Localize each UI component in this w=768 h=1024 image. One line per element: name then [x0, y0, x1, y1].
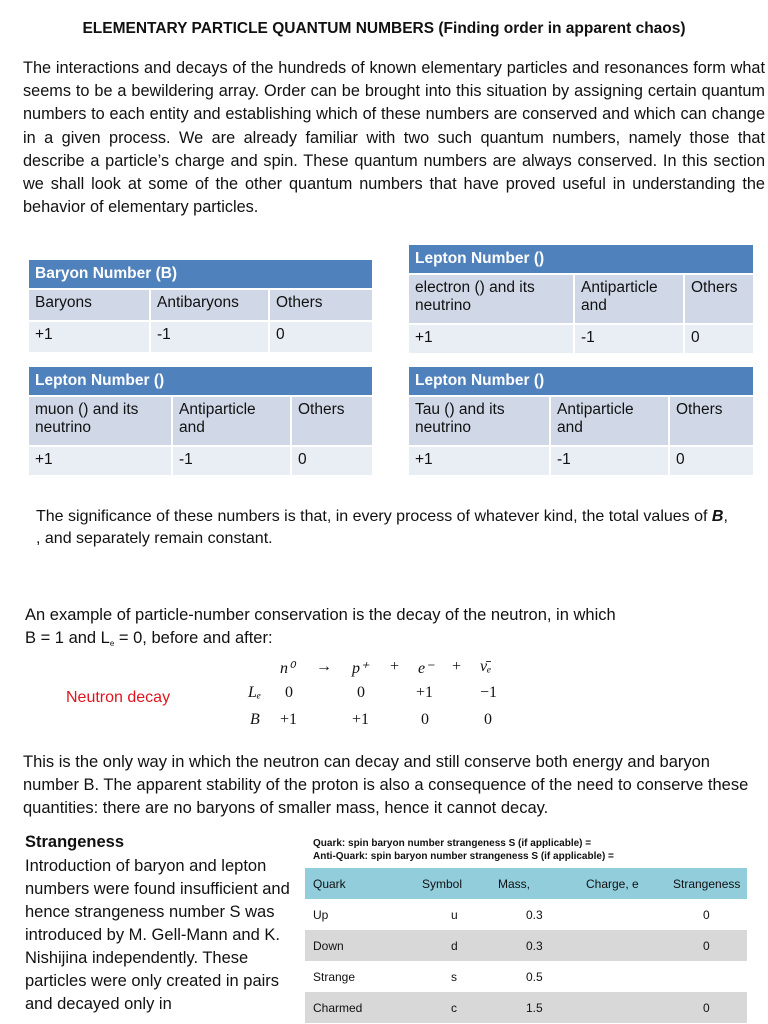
- significance-text: The significance of these numbers is that, in every process of whatever kind, the total values of: [36, 508, 712, 525]
- table-col-header: Tau () and its neutrino: [409, 397, 549, 445]
- quark-note: Quark: spin baryon number strangeness S (if applicable) =: [313, 838, 592, 849]
- quark-cell: c: [451, 1001, 457, 1015]
- decay-value: +1: [416, 684, 434, 701]
- arrow-symbol: →: [316, 658, 332, 675]
- quark-cell: 0.3: [526, 908, 543, 922]
- decay-value: 0: [484, 711, 492, 728]
- decay-value: +1: [280, 711, 298, 728]
- quark-row: [305, 961, 747, 992]
- strangeness-heading: Strangeness: [25, 833, 125, 851]
- example-line: B = 1 and L: [25, 629, 110, 647]
- plus-symbol: +: [452, 658, 462, 675]
- particle-electron: e⁻: [418, 660, 434, 677]
- particle-antineutrino: ν̄ₑ: [480, 658, 492, 675]
- quark-row: [305, 930, 747, 961]
- decay-value: 0: [357, 684, 365, 701]
- example-subscript: e: [109, 639, 115, 648]
- quark-cell: Up: [313, 908, 329, 922]
- example-line-end: = 0, before and after:: [114, 629, 273, 647]
- quark-col-header: Strangeness: [673, 877, 741, 891]
- lepton-tau-table: [407, 365, 755, 477]
- strangeness-paragraph: Introduction of baryon and lepton numbers were found insufficient and hence strangeness number S was introduced by M. Gell-Mann and K. Nishijina independently. These particles were only created in pairs and decayed only in: [25, 857, 290, 1013]
- table-cell: +1: [29, 447, 171, 475]
- table-col-header: Others: [292, 397, 372, 445]
- significance-paragraph: [36, 506, 736, 550]
- lepton-electron-table: [407, 243, 755, 355]
- page-title: ELEMENTARY PARTICLE QUANTUM NUMBERS (Finding order in apparent chaos): [82, 20, 686, 37]
- quark-row: [305, 899, 747, 930]
- table-header: Lepton Number (): [409, 367, 753, 395]
- quark-cell: 0.3: [526, 939, 543, 953]
- table-cell: +1: [409, 447, 549, 475]
- table-col-header: Antibaryons: [151, 290, 268, 320]
- table-cell: 0: [292, 447, 372, 475]
- quark-cell: u: [451, 908, 458, 922]
- table-cell: -1: [575, 325, 683, 353]
- particle-neutron: n⁰: [280, 660, 295, 677]
- row-label-le: Lₑ: [248, 684, 262, 701]
- quark-cell: Strange: [313, 970, 356, 984]
- example-paragraph: [25, 604, 745, 655]
- table-cell: -1: [173, 447, 290, 475]
- lepton-muon-table: [27, 365, 374, 477]
- quark-table: [305, 868, 747, 1023]
- table-header: Baryon Number (B): [29, 260, 372, 288]
- intro-paragraph: The interactions and decays of the hundreds of known elementary particles and resonances form what seems to be a bewildering array. Order can be brought into this situation by assigning certain quantum numbers to each entity and establishing which of these numbers are conserved and which can change in a given process. We are already familiar with two such quantum numbers, namely those that describe a particle’s charge and spin. These quantum numbers are always conserved. In this section we shall look at some of the other quantum numbers that have proved useful in understanding the behavior of elementary particles.: [23, 59, 765, 217]
- example-line: An example of particle-number conservation is the decay of the neutron, in which: [25, 606, 616, 624]
- table-col-header: Antiparticle and: [575, 275, 683, 323]
- table-cell: 0: [670, 447, 753, 475]
- quark-col-header: Charge, e: [586, 877, 639, 891]
- row-label-b: B: [250, 711, 260, 728]
- quark-cell: Down: [313, 939, 344, 953]
- table-col-header: Baryons: [29, 290, 149, 320]
- table-col-header: muon () and its neutrino: [29, 397, 171, 445]
- table-header: Lepton Number (): [409, 245, 753, 273]
- table-col-header: Antiparticle and: [173, 397, 290, 445]
- table-col-header: Others: [670, 397, 753, 445]
- quark-cell: d: [451, 939, 458, 953]
- table-col-header: Others: [270, 290, 372, 320]
- quark-col-header: Mass,: [498, 877, 531, 891]
- neutron-decay-label: Neutron decay: [66, 689, 171, 706]
- significance-text-end: , , and separately remain constant.: [36, 508, 728, 547]
- table-col-header: electron () and its neutrino: [409, 275, 573, 323]
- quark-col-header: Quark: [313, 877, 346, 891]
- table-cell: -1: [551, 447, 668, 475]
- baryon-number-table: [27, 258, 374, 354]
- decay-value: 0: [421, 711, 429, 728]
- quark-col-header: Symbol: [422, 877, 463, 891]
- decay-value: −1: [480, 684, 498, 701]
- table-cell: 0: [270, 322, 372, 352]
- table-col-header: Others: [685, 275, 753, 323]
- anti-quark-note: Anti-Quark: spin baryon number strangeness S (if applicable) =: [313, 851, 614, 862]
- quark-cell: 0: [703, 1001, 710, 1015]
- decay-value: 0: [285, 684, 293, 701]
- significance-bold-b: B: [711, 508, 724, 525]
- table-header: Lepton Number (): [29, 367, 372, 395]
- quark-cell: 0: [703, 908, 710, 922]
- quark-cell: s: [451, 970, 457, 984]
- particle-proton: p⁺: [352, 660, 369, 677]
- table-col-header: Antiparticle and: [551, 397, 668, 445]
- table-cell: 0: [685, 325, 753, 353]
- quark-row: [305, 992, 747, 1023]
- plus-symbol: +: [390, 658, 400, 675]
- quark-cell: 0: [703, 939, 710, 953]
- quark-table-header: [305, 868, 747, 899]
- quark-cell: 1.5: [526, 1001, 543, 1015]
- quark-cell: 0.5: [526, 970, 543, 984]
- table-cell: -1: [151, 322, 268, 352]
- decay-value: +1: [352, 711, 370, 728]
- table-cell: +1: [29, 322, 149, 352]
- quark-cell: Charmed: [313, 1001, 363, 1015]
- table-cell: +1: [409, 325, 573, 353]
- only-way-paragraph: This is the only way in which the neutron can decay and still conserve both energy and baryon number B. The apparent stability of the proton is also a consequence of the need to conserve these quantities: there are no baryons of smaller mass, hence it cannot decay.: [23, 753, 749, 817]
